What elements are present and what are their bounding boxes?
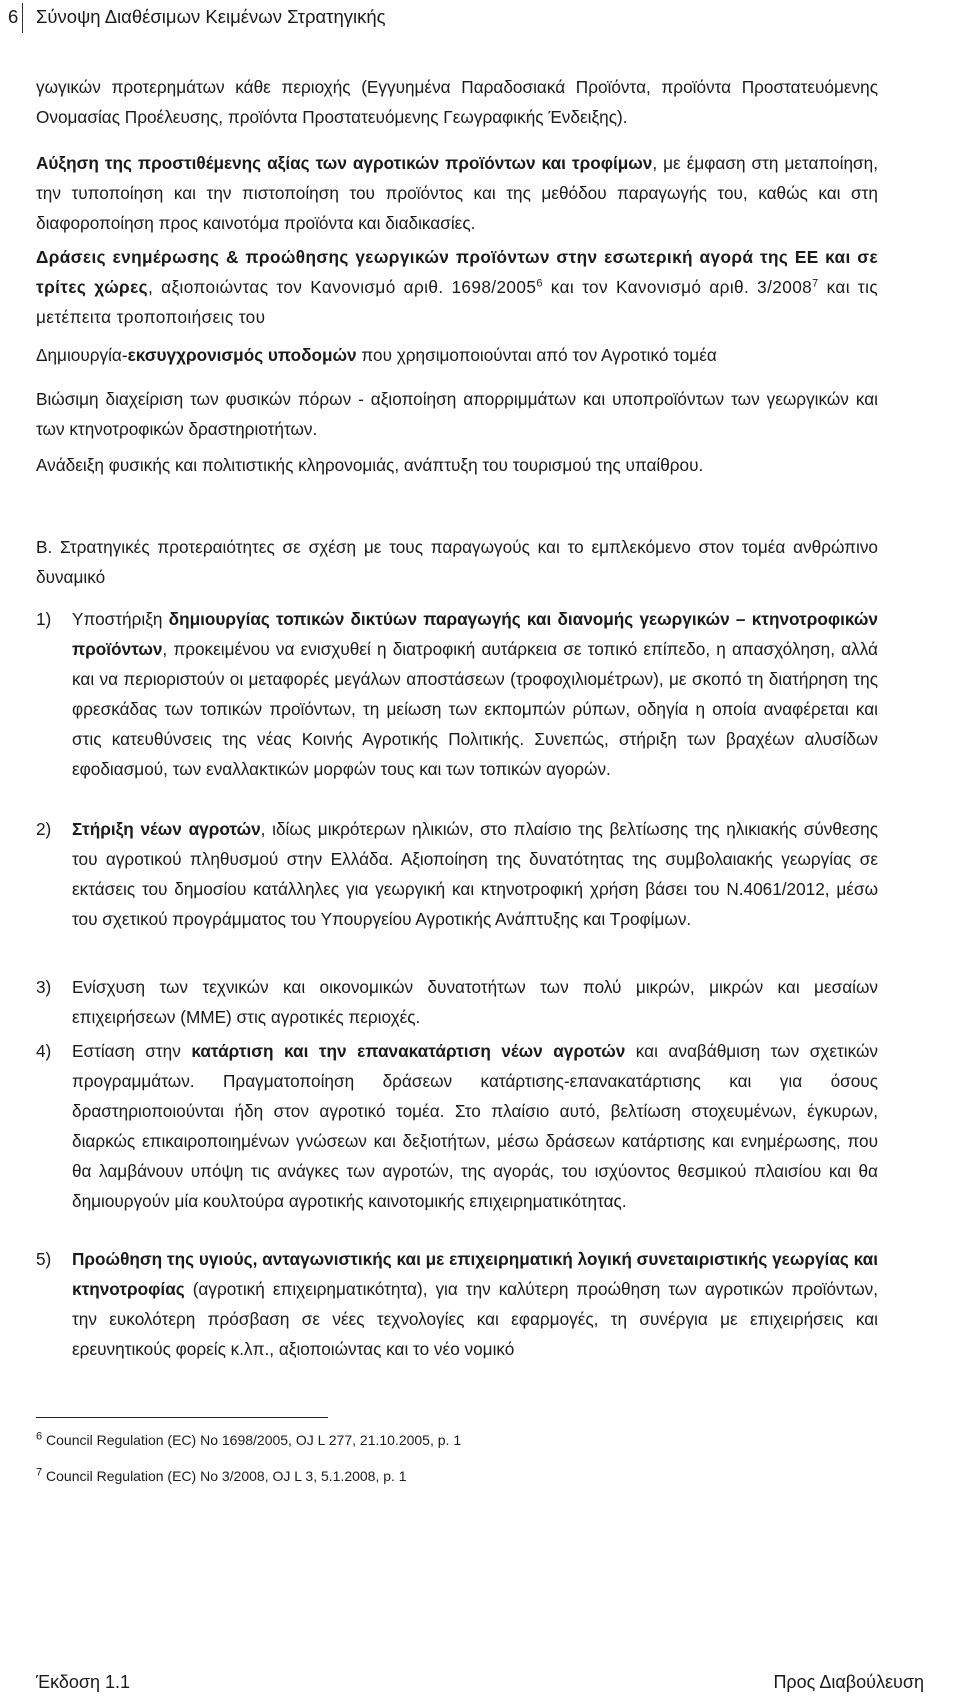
intro-paragraph-1: γωγικών προτερημάτων κάθε περιοχής (Εγγυημένα Παραδοσιακά Προϊόντα, προϊόντα Προστατευόμενης Ονομασίας Προέλευσης, προϊόντα Προστατευόμενης Γεωγραφικής Ένδειξης).: [36, 77, 878, 127]
list-item-text: , προκειμένου να ενισχυθεί η διατροφική αυτάρκεια σε τοπικό επίπεδο, η απασχόληση, αλλά και να περιοριστούν οι μεταφορές μεγάλων αποστάσεων (τροφοχιλιομέτρων), με σκοπό τη διατήρηση της φρεσκάδας των τοπικών προϊόντων, τη μείωση των εκπομπών ρύπων, οδηγία η οποία αναφέρεται και στις κατευθύνσεις της νέας Κοινής Αγροτικής Πολιτικής. Συνεπώς, στήριξη των βραχέων αλυσίδων εφοδιασμού, των εναλλακτικών μορφών τους και των τοπικών αγορών.: [72, 639, 878, 779]
header-title: Σύνοψη Διαθέσιμων Κειμένων Στρατηγικής: [36, 6, 386, 27]
footnote-ref-7: 7: [812, 277, 819, 290]
section-b-heading: Β. Στρατηγικές προτεραιότητες σε σχέση με τους παραγωγούς και το εμπλεκόμενο στον τομέα ανθρώπινο δυναμικό: [36, 537, 878, 587]
intro-paragraph-4-bold: εκσυγχρονισμός υποδομών: [127, 345, 357, 365]
list-item-4: [36, 1036, 878, 1216]
list-item-number: 4): [36, 1041, 52, 1061]
intro-paragraph-3: [36, 242, 878, 332]
page-header: [0, 0, 960, 37]
footer-status: Προς Διαβούλευση: [773, 1672, 924, 1692]
intro-paragraph-3-bold: Δράσεις ενημέρωσης & προώθησης γεωργικών προϊόντων στην εσωτερική αγορά της ΕΕ και σε τρίτες χώρες: [36, 247, 878, 297]
list-item-bold: δημιουργίας τοπικών δικτύων παραγωγής και διανομής γεωργικών – κτηνοτροφικών προϊόντων: [72, 609, 878, 659]
footnote-separator: [36, 1417, 328, 1418]
list-item-2: [36, 814, 878, 934]
footnote-ref-6: 6: [536, 277, 543, 290]
list-item-5: [36, 1244, 878, 1364]
footnote-text: Council Regulation (EC) No 3/2008, OJ L 3, 5.1.2008, p. 1: [46, 1468, 407, 1484]
page-number: 6: [8, 6, 19, 27]
intro-paragraph-3-text-a: , αξιοποιώντας τον Κανονισμό αριθ. 1698/2005: [147, 277, 537, 297]
footnote-6: [36, 1431, 461, 1449]
intro-paragraph-5: Βιώσιμη διαχείριση των φυσικών πόρων - αξιοποίηση απορριμμάτων και υποπροϊόντων των γεωργικών και των κτηνοτροφικών δραστηριοτήτων.: [36, 389, 878, 439]
list-item-text: (αγροτική επιχειρηματικότητα), για την καλύτερη προώθηση των αγροτικών προϊόντων, την ευκολότερη πρόσβαση σε νέες τεχνολογίες και εφαρμογές, τη συνέργια με επιχειρήσεις και ερευνητικούς φορείς κ.λπ., αξιοποιώντας και το νέο νομικό: [72, 1279, 878, 1359]
list-item-number: 1): [36, 609, 52, 629]
list-item-text: και αναβάθμιση των σχετικών προγραμμάτων. Πραγματοποίηση δράσεων κατάρτισης-επανακατάρτισης και για όσους δραστηριοποιούνται ήδη στον αγροτικό τομέα. Στο πλαίσιο αυτό, βελτίωση στοχευμένων, έγκυρων, διαρκώς επικαιροποιημένων γνώσεων και δεξιοτήτων, μέσω δράσεων κατάρτισης και ενημέρωσης, που θα λαμβάνουν υπόψη τις ανάγκες των αγροτών, της αγοράς, του ισχύοντος θεσμικού πλαισίου και θα δημιουργούν μία κουλτούρα αγροτικής καινοτομικής επιχειρηματικότητας.: [72, 1041, 879, 1211]
list-item-3: [36, 972, 878, 1032]
list-item-body: [72, 1036, 878, 1216]
footer-edition: Έκδοση 1.1: [36, 1672, 131, 1692]
intro-paragraph-3-text-c: και τις μετέπειτα τροποποιήσεις του: [36, 277, 878, 327]
list-item-text: Ενίσχυση των τεχνικών και οικονομικών δυνατοτήτων των πολύ μικρών, μικρών και μεσαίων επιχειρήσεων (ΜΜΕ) στις αγροτικές περιοχές.: [72, 977, 878, 1027]
list-item-number: 2): [36, 819, 52, 839]
list-item-bold: κατάρτιση και την επανακατάρτιση νέων αγροτών: [191, 1041, 626, 1061]
intro-paragraph-4-text-a: Δημιουργία-: [36, 345, 128, 365]
list-item-body: [72, 814, 878, 934]
list-item-bold: Στήριξη νέων αγροτών: [72, 819, 261, 839]
footnote-mark: 6: [36, 1430, 43, 1443]
list-item-bold: Προώθηση της υγιούς, ανταγωνιστικής και με επιχειρηματική λογική συνεταιριστικής γεωργίας και κτηνοτροφίας: [72, 1249, 878, 1299]
list-item-body: [72, 1244, 878, 1364]
footnote-mark: 7: [36, 1466, 43, 1479]
footnote-text: Council Regulation (EC) No 1698/2005, OJ L 277, 21.10.2005, p. 1: [46, 1432, 462, 1448]
footnote-7: [36, 1467, 407, 1485]
header-divider: [22, 3, 23, 33]
intro-paragraph-4: [36, 340, 878, 370]
list-item-text: Εστίαση στην: [72, 1041, 192, 1061]
intro-paragraph-2-bold: Αύξηση της προστιθέμενης αξίας των αγροτικών προϊόντων και τροφίμων: [36, 153, 653, 173]
list-item-text: , ιδίως μικρότερων ηλικιών, στο πλαίσιο της βελτίωσης της ηλικιακής σύνθεσης του αγροτικού πληθυσμού στην Ελλάδα. Αξιοποίηση της δυνατότητας της συμβολαιακής γεωργίας σε εκτάσεις του δημοσίου κατάλληλες για γεωργική και κτηνοτροφική χρήση βάσει του Ν.4061/2012, μέσω του σχετικού προγράμματος του Υπουργείου Αγροτικής Ανάπτυξης και Τροφίμων.: [72, 819, 878, 929]
list-item-body: [72, 972, 878, 1032]
list-item-body: [72, 604, 878, 784]
intro-paragraph-4-text-b: που χρησιμοποιούνται από τον Αγροτικό τομέα: [356, 345, 717, 365]
list-item-text: Υποστήριξη: [72, 609, 169, 629]
intro-paragraph-6: Ανάδειξη φυσικής και πολιτιστικής κληρονομιάς, ανάπτυξη του τουρισμού της υπαίθρου.: [36, 455, 704, 475]
list-item-number: 3): [36, 977, 52, 997]
list-item-1: [36, 604, 878, 784]
list-item-number: 5): [36, 1249, 52, 1269]
intro-paragraph-2: [36, 148, 878, 238]
intro-paragraph-3-text-b: και τον Κανονισμό αριθ. 3/2008: [542, 277, 813, 297]
intro-paragraph-2-text: , με έμφαση στη μεταποίηση, την τυποποίηση και την πιστοποίηση του προϊόντος και της μεθόδου παραγωγής του, καθώς και στη διαφοροποίηση προς καινοτόμα προϊόντα και διαδικασίες.: [36, 153, 878, 233]
